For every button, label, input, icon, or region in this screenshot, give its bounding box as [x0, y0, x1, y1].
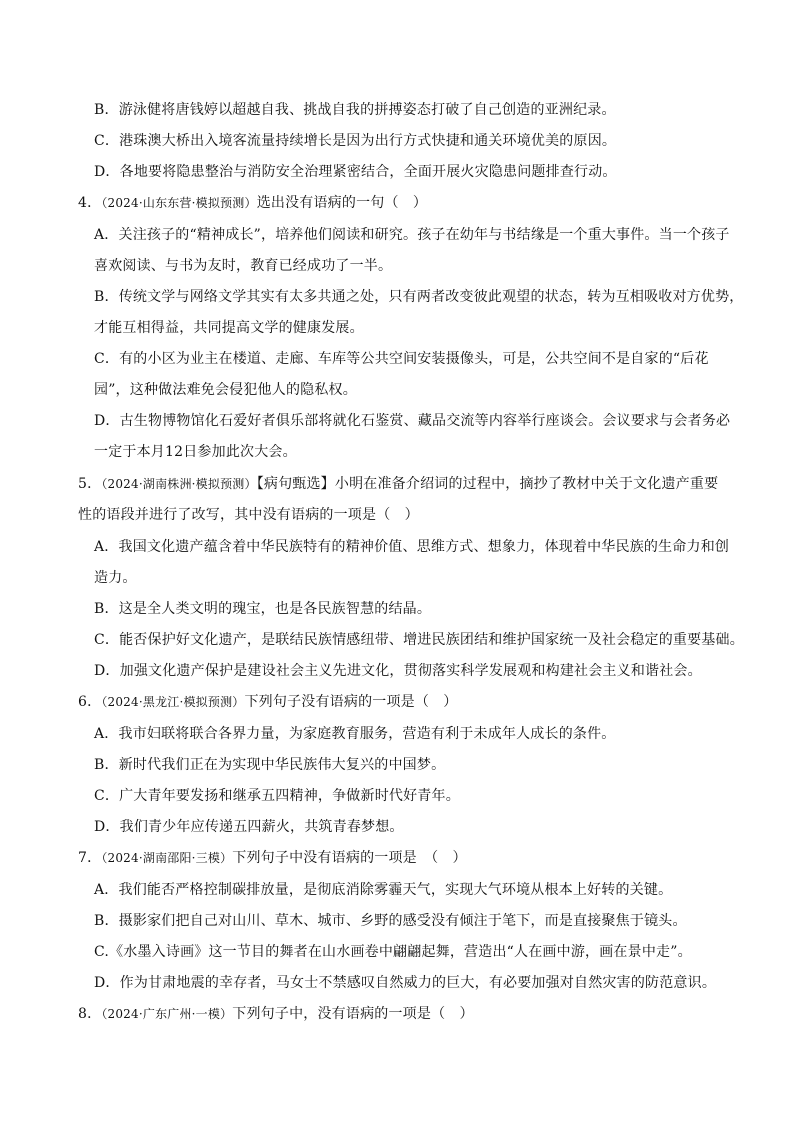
- question-4-option-line: A．关注孩子的“精神成长”，培养他们阅读和研究。孩子在幼年与书结缘是一个重大事件。当一个孩子: [94, 227, 730, 243]
- prev-option-d: D．各地要将隐患整治与消防安全治理紧密结合，全面开展火灾隐患问题排查行动。: [94, 164, 617, 180]
- question-8-stem: [78, 1004, 474, 1024]
- question-source: （2024·湖南邵阳·三模）: [101, 851, 233, 865]
- question-5-option-line: C．能否保护好文化遗产，是联结民族情感纽带、增进民族团结和维护国家统一及社会稳定的重要基础。: [94, 632, 744, 648]
- question-6-option-b: B．新时代我们正在为实现中华民族伟大复兴的中国梦。: [94, 757, 446, 773]
- prev-option-c: C．港珠澳大桥出入境客流量持续增长是因为出行方式快捷和通关环境优美的原因。: [94, 133, 617, 149]
- question-5-option-line: D．加强文化遗产保护是建设社会主义先进文化，贯彻落实科学发展观和构建社会主义和谐社会。: [94, 663, 702, 679]
- question-number: 6．: [78, 694, 102, 710]
- question-source: （2024·广东广州·一模）: [101, 1007, 233, 1021]
- question-7-option-c: C.《水墨入诗画》这一节目的舞者在山水画卷中翩翩起舞，营造出“人在画中游，画在景中走”。: [94, 944, 692, 960]
- question-text: 选出没有语病的一句（ ）: [256, 195, 428, 211]
- question-4-option-line: 喜欢阅读、与书为友时，教育已经成功了一半。: [94, 258, 393, 274]
- question-7-option-b: B．摄影家们把自己对山川、草木、城市、乡野的感受没有倾注于笔下，而是直接聚焦于镜头。: [94, 913, 687, 929]
- question-number: 4．: [78, 195, 102, 211]
- question-4-option-line: 园”，这种做法难免会侵犯他人的隐私权。: [94, 382, 357, 398]
- question-4-option-line: B．传统文学与网络文学其实有太多共通之处，只有两者改变彼此观望的状态，转为互相吸收对方优势，: [94, 289, 744, 305]
- question-6-option-c: C．广大青年要发扬和继承五四精神，争做新时代好青年。: [94, 788, 460, 804]
- question-5-option-line: 造力。: [94, 570, 137, 586]
- question-7-stem: [78, 848, 467, 868]
- question-5-stem-continued: 性的语段并进行了改写，其中没有语病的一项是（ ）: [78, 507, 419, 523]
- question-number: 8．: [78, 1006, 102, 1022]
- question-text: 下列句子中，没有语病的一项是（ ）: [232, 1006, 474, 1022]
- question-source: （2024·黑龙江·模拟预测）: [101, 695, 245, 709]
- question-5-stem: [78, 474, 718, 494]
- question-5-option-line: B．这是全人类文明的瑰宝，也是各民族智慧的结晶。: [94, 601, 432, 617]
- question-number: 5．: [78, 476, 102, 492]
- question-5-option-line: A．我国文化遗产蕴含着中华民族特有的精神价值、思维方式、想象力，体现着中华民族的生命力和创: [94, 539, 730, 555]
- question-7-option-d: D．作为甘肃地震的幸存者，马女士不禁感叹自然威力的巨大，有必要加强对自然灾害的防范意识。: [94, 975, 717, 991]
- question-4-option-line: D．古生物博物馆化石爱好者俱乐部将就化石鉴赏、藏品交流等内容举行座谈会。会议要求与会者务必: [94, 413, 731, 429]
- question-6-stem: [78, 692, 457, 712]
- question-4-stem: [78, 193, 427, 213]
- question-text: 下列句子中没有语病的一项是 （ ）: [232, 850, 467, 866]
- prev-option-b: B．游泳健将唐钱婷以超越自我、挑战自我的拼搏姿态打破了自己创造的亚洲纪录。: [94, 102, 616, 118]
- question-7-option-a: A．我们能否严格控制碳排放量，是彻底消除雾霾天气，实现大气环境从根本上好转的关键。: [94, 882, 673, 898]
- question-4-option-line: 一定于本月12日参加此次大会。: [94, 444, 297, 460]
- question-4-option-line: C．有的小区为业主在楼道、走廊、车库等公共空间安装摄像头，可是，公共空间不是自家的“后花: [94, 351, 709, 367]
- question-6-option-d: D．我们青少年应传递五四薪火，共筑青春梦想。: [94, 819, 404, 835]
- question-source: （2024·湖南株洲·模拟预测）: [101, 477, 257, 491]
- question-text: 【病句甄选】小明在准备介绍词的过程中，摘抄了教材中关于文化遗产重要: [256, 476, 719, 492]
- question-source: （2024·山东东营·模拟预测）: [101, 196, 257, 210]
- question-number: 7．: [78, 850, 102, 866]
- question-4-option-line: 才能互相得益，共同提高文学的健康发展。: [94, 320, 364, 336]
- question-6-option-a: A．我市妇联将联合各界力量，为家庭教育服务，营造有利于未成年人成长的条件。: [94, 726, 616, 742]
- question-text: 下列句子没有语病的一项是（ ）: [244, 694, 458, 710]
